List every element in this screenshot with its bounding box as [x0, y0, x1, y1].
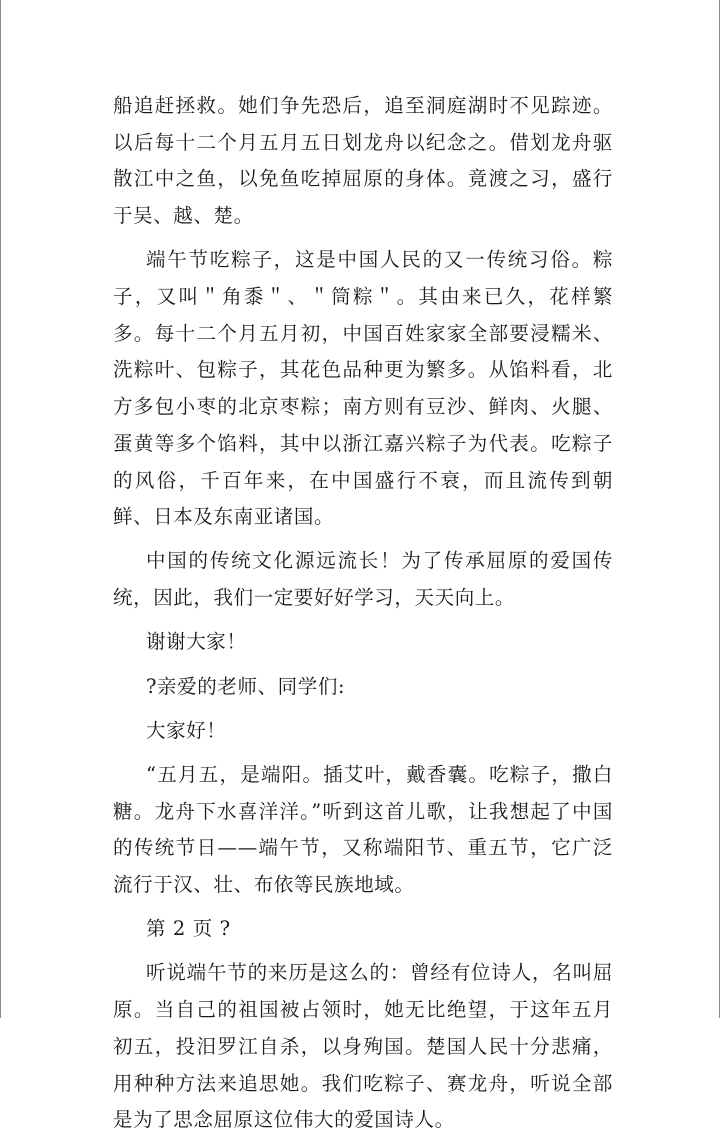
paragraph-nursery-rhyme: “五月五，是端阳。插艾叶，戴香囊。吃粽子，撒白糖。龙舟下水喜洋洋。”听到这首儿歌，让我想起了中国的传统节日——端午节，又称端阳节、重五节，它广泛流行于汉、壮、布依等民族地域。: [113, 762, 613, 897]
paragraph-greeting: 大家好！: [146, 718, 227, 742]
paragraph-festival-history: 听说端午节的来历是这么的：曾经有位诗人，名叫屈原。当自己的祖国被占领时，她无比绝望，于这年五月初五，投汨罗江自杀，以身殉国。楚国人民十分悲痛，用种种方法来追思她。我们吃粽子、赛龙舟，听说全部是为了思念屈原这位伟大的爱国诗人。: [113, 961, 613, 1132]
paragraph-tradition-conclusion: 中国的传统文化源远流长！为了传承屈原的爱国传统，因此，我们一定要好好学习，天天向上。: [113, 549, 613, 610]
paragraph-thanks: 谢谢大家！: [146, 630, 247, 654]
page-left-edge: [0, 0, 1, 1018]
paragraph-zongzi-custom: 端午节吃粽子，这是中国人民的又一传统习俗。粽子，又叫＂角黍＂、＂筒粽＂。其由来已久，花样繁多。每十二个月五月初，中国百姓家家全部要浸糯米、洗粽叶、包粽子，其花色品种更为繁多。从馅料看，北方多包小枣的北京枣粽；南方则有豆沙、鲜肉、火腿、蛋黄等多个馅料，其中以浙江嘉兴粽子为代表。吃粽子的风俗，千百年来，在中国盛行不衰，而且流传到朝鲜、日本及东南亚诸国。: [113, 248, 613, 529]
paragraph-salutation: ?亲爱的老师、同学们:: [146, 674, 346, 698]
paragraph-dragon-boat-origin: 船追赶拯救。她们争先恐后，追至洞庭湖时不见踪迹。以后每十二个月五月五日划龙舟以纪念之。借划龙舟驱散江中之鱼，以免鱼吃掉屈原的身体。竟渡之习，盛行于吴、越、楚。: [113, 94, 613, 228]
page-number-marker: 第 2 页 ?: [146, 917, 231, 941]
document-body: [113, 88, 613, 1146]
